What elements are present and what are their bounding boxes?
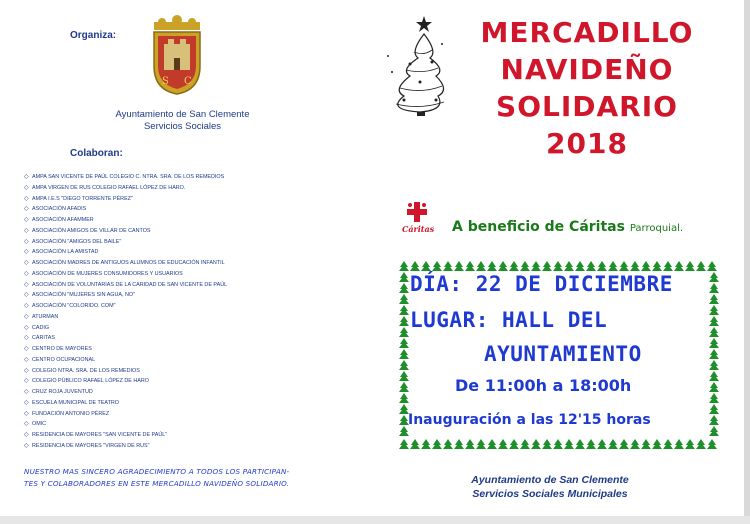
- collaborator-name: AMPA SAN VICENTE DE PAÚL COLEGIO C. NTRA. SRA. DE LOS REMEDIOS: [32, 174, 225, 180]
- caritas-logo-text: Cáritas: [402, 224, 435, 234]
- collaborator-item: [24, 419, 227, 430]
- collaborator-item: [24, 183, 227, 194]
- collaborators-list: [24, 172, 227, 452]
- diamond-bullet-icon: ◇: [24, 313, 29, 320]
- collaborator-item: [24, 204, 227, 215]
- svg-text:C: C: [184, 76, 192, 87]
- diamond-bullet-icon: ◇: [24, 227, 29, 234]
- collaborator-name: ASOCIACIÓN "COLORIDO. COM": [32, 303, 116, 309]
- collaborator-item: [24, 269, 227, 280]
- diamond-bullet-icon: ◇: [24, 217, 29, 223]
- title-line-3: SOLIDARIO: [496, 90, 678, 123]
- diamond-bullet-icon: ◇: [24, 389, 29, 395]
- collaborator-name: ASOCIACIÓN DE MUJERES CONSUMIDORES Y USUARIOS: [32, 270, 183, 277]
- diamond-bullet-icon: ◇: [24, 335, 29, 342]
- collaborator-name: RESIDENCIA DE MAYORES "SAN VICENTE DE PAÚL": [32, 432, 168, 438]
- title-line-2: NAVIDEÑO: [500, 53, 674, 86]
- benefit-small: Parroquial.: [629, 223, 684, 234]
- event-date: DÍA: 22 DE DICIEMBRE: [410, 272, 673, 296]
- collaborator-item: [24, 194, 227, 205]
- diamond-bullet-icon: ◇: [24, 174, 29, 180]
- collaborator-item: [24, 312, 227, 323]
- organizer-line-1: Ayuntamiento de San Clemente: [115, 109, 250, 120]
- diamond-bullet-icon: ◇: [24, 442, 29, 449]
- inauguration-time: Inauguración a las 12'15 horas: [408, 412, 651, 428]
- caritas-logo: [402, 200, 436, 234]
- collaborator-item: [24, 441, 227, 452]
- diamond-bullet-icon: ◇: [24, 238, 29, 245]
- collaborator-item: [24, 344, 227, 355]
- collaborator-name: ATURMAN: [32, 313, 59, 320]
- collaborator-name: ASOCIACIÓN AFAMMER: [32, 217, 94, 223]
- collaborator-name: OMIC: [32, 421, 47, 428]
- collaborator-item: [24, 376, 227, 387]
- thanks-line-1: NUESTRO MAS SINCERO AGRADECIMIENTO A TODOS LOS PARTICIPAN-: [24, 467, 290, 476]
- event-hours: De 11:00h a 18:00h: [455, 376, 632, 395]
- organizer-line-2: Servicios Sociales: [143, 121, 222, 132]
- collaborator-item: [24, 247, 227, 258]
- collaborator-name: CÁRITAS: [32, 335, 55, 342]
- collaborator-item: [24, 409, 227, 420]
- thanks-note: [24, 466, 349, 490]
- collaborator-name: COLEGIO NTRA. SRA. DE LOS REMEDIOS: [32, 367, 140, 374]
- diamond-bullet-icon: ◇: [24, 346, 29, 352]
- collaborator-item: [24, 333, 227, 344]
- san-clemente-crest-logo: [148, 14, 206, 96]
- collaborator-item: [24, 301, 227, 312]
- diamond-bullet-icon: ◇: [24, 249, 29, 256]
- collaborator-item: [24, 387, 227, 398]
- page-edge-bottom: [0, 516, 750, 524]
- collaborator-name: CENTRO DE MAYORES: [32, 346, 92, 352]
- collaborator-name: ASOCIACIÓN MADRES DE ANTIGUOS ALUMNOS DE EDUCACIÓN INFANTIL: [32, 260, 225, 266]
- collaborator-item: [24, 290, 227, 301]
- diamond-bullet-icon: ◇: [24, 206, 29, 213]
- collaborator-name: ASOCIACIÓN AMIGOS DE VILLAR DE CANTOS: [32, 227, 151, 234]
- svg-text:S: S: [162, 76, 169, 87]
- collaborator-name: ASOCIACIÓN "AMIGOS DEL BAILE": [32, 238, 122, 245]
- benefit-text: [452, 219, 683, 235]
- diamond-bullet-icon: ◇: [24, 410, 29, 417]
- collaborator-name: RESIDENCIA DE MAYORES "VIRGEN DE RUS": [32, 442, 150, 449]
- collaborator-item: [24, 366, 227, 377]
- collaborator-item: [24, 398, 227, 409]
- collaborator-name: FUNDACIÓN ANTONIO PÉREZ: [32, 410, 110, 417]
- benefit-main: A beneficio de Cáritas: [452, 219, 625, 235]
- organizer-footer: [430, 473, 670, 501]
- diamond-bullet-icon: ◇: [24, 324, 29, 331]
- title-line-4: 2018: [546, 127, 628, 160]
- collaborator-item: [24, 237, 227, 248]
- event-place-line-2: AYUNTAMIENTO: [484, 342, 642, 366]
- organiza-label: Organiza:: [70, 30, 117, 41]
- title-line-1: MERCADILLO: [480, 16, 694, 49]
- diamond-bullet-icon: ◇: [24, 367, 29, 374]
- diamond-bullet-icon: ◇: [24, 270, 29, 277]
- diamond-bullet-icon: ◇: [24, 378, 29, 385]
- diamond-bullet-icon: ◇: [24, 356, 29, 363]
- collaborator-item: [24, 172, 227, 183]
- diamond-bullet-icon: ◇: [24, 292, 29, 299]
- collaborator-item: [24, 226, 227, 237]
- diamond-bullet-icon: ◇: [24, 421, 29, 428]
- collaborator-name: ESCUELA MUNICIPAL DE TEATRO: [32, 399, 119, 406]
- event-place-line-1: LUGAR: HALL DEL: [410, 308, 608, 332]
- event-title: [462, 14, 712, 162]
- collaborator-name: ASOCIACIÓN AFADIS: [32, 206, 87, 213]
- footer-line-1: Ayuntamiento de San Clemente: [471, 474, 629, 486]
- footer-line-2: Servicios Sociales Municipales: [472, 488, 628, 500]
- collaborator-name: CRUZ ROJA JUVENTUD: [32, 389, 93, 395]
- collaborator-name: ASOCIACIÓN "MUJERES SIN AGUA, NO": [32, 292, 135, 299]
- diamond-bullet-icon: ◇: [24, 184, 29, 191]
- collaborator-name: COLEGIO PÚBLICO RAFAEL LÓPEZ DE HARO: [32, 378, 149, 385]
- organizer-name: [100, 109, 265, 133]
- collaborator-name: ASOCIACIÓN LA AMISTAD: [32, 249, 99, 256]
- collaborator-item: [24, 355, 227, 366]
- diamond-bullet-icon: ◇: [24, 281, 29, 288]
- diamond-bullet-icon: ◇: [24, 432, 29, 438]
- thanks-line-2: TES Y COLABORADORES EN ESTE MERCADILLO NAVIDEÑO SOLIDARIO.: [24, 479, 290, 488]
- colaboran-label: Colaboran:: [70, 148, 123, 159]
- collaborator-item: [24, 215, 227, 226]
- page-edge-right: [744, 0, 750, 524]
- collaborator-item: [24, 258, 227, 269]
- diamond-bullet-icon: ◇: [24, 399, 29, 406]
- collaborator-name: ASOCIACIÓN DE VOLUNTARIAS DE LA CARIDAD DE SAN VICENTE DE PAÚL: [32, 281, 228, 288]
- collaborator-name: AMPA I.E.S "DIEGO TORRENTE PÉREZ": [32, 195, 133, 202]
- collaborator-item: [24, 430, 227, 441]
- diamond-bullet-icon: ◇: [24, 303, 29, 309]
- collaborator-item: [24, 323, 227, 334]
- collaborator-name: AMPA VIRGEN DE RUS COLEGIO RAFAEL LÓPEZ DE HARO.: [32, 184, 186, 191]
- christmas-tree-icon: [380, 12, 450, 118]
- collaborator-name: CADIG: [32, 324, 50, 331]
- diamond-bullet-icon: ◇: [24, 260, 29, 266]
- collaborator-item: [24, 280, 227, 291]
- diamond-bullet-icon: ◇: [24, 195, 29, 202]
- collaborator-name: CENTRO OCUPACIONAL: [32, 356, 96, 363]
